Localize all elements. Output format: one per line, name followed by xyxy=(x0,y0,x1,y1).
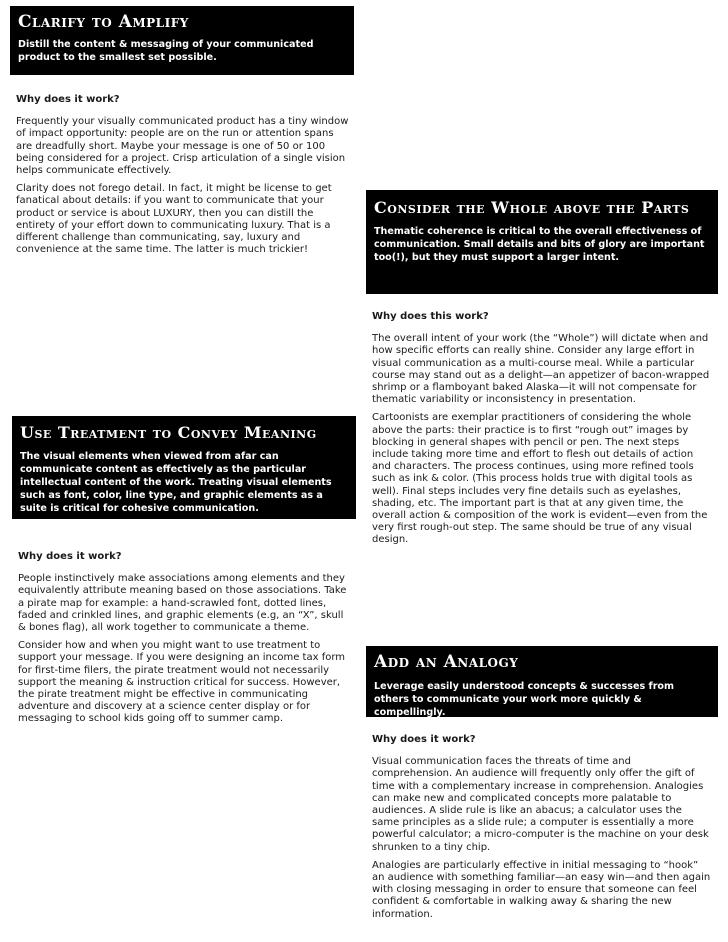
treatment-body xyxy=(18,551,354,732)
treatment-paragraph-2: Consider how and when you might want to use treatment to support your message. If you were designing an income tax form for first-time filers, the pirate treatment would not necessarily support the meaning & instruction critical for success. However, the pirate treatment might be effective in communicating adventure and discovery at a science center display or for messaging to school kids going off to summer camp. xyxy=(18,640,346,725)
treatment-title: Use Treatment to Convey Meaning xyxy=(20,423,317,442)
analogy-subtitle: Leverage easily understood concepts & successes from others to communicate your work more quickly & compellingly. xyxy=(374,681,675,718)
treatment-subtitle: The visual elements when viewed from afar can communicate content as effectively as the particular intellectual content of the work. Treating visual elements such as font, color, line type, and graphic elements as a suite is critical for cohesive communication. xyxy=(20,451,332,514)
clarify-paragraph-2: Clarity does not forego detail. In fact, it might be license to get fanatical about details: if you want to communicate that your product or service is about LUXURY, then you can distill the entirety of your effort down to communicating luxury. That is a different challenge than communicating, say, luxury and convenience at the same time. The latter is much trickier! xyxy=(16,183,332,256)
clarify-body xyxy=(16,94,352,262)
analogy-paragraph-2: Analogies are particularly effective in initial messaging to “hook” an audience with something familiar—an easy win—and then again with closing messaging in order to ensure that someone can feel confident & comfortable in walking away & sharing the new information. xyxy=(372,859,711,920)
analogy-body xyxy=(372,734,712,927)
treatment-banner xyxy=(12,416,356,519)
whole-subtitle: Thematic coherence is critical to the overall effectiveness of communication. Small details and bits of glory are important too(!), but they must support a larger intent. xyxy=(374,226,705,263)
clarify-question: Why does it work? xyxy=(16,94,120,105)
whole-paragraph-2: Cartoonists are exemplar practitioners of considering the whole above the parts: their practice is to first “rough out” images by blocking in general shapes with pencil or pen. The next steps include taking more time and effort to flesh out details of action and characters. The process continues, using more refined tools such as ink & color. (This process holds true with digital tools as well). Final steps includes very fine details such as eyelashes, shading, etc. The important part is that at any given time, the overall action & composition of the work is evident—even from the very first rough-out step. The same should be true of any visual design. xyxy=(372,412,708,546)
whole-question: Why does this work? xyxy=(372,311,489,322)
clarify-paragraph-1: Frequently your visually communicated product has a tiny window of impact opportunity: people are on the run or attention spans are dreadfully short. Maybe your message is one of 50 or 100 being considered for a project. Crisp articulation of a single vision helps communicate effectively. xyxy=(16,116,349,177)
whole-title: Consider the Whole above the Parts xyxy=(374,198,690,217)
treatment-question: Why does it work? xyxy=(18,551,122,562)
clarify-subtitle: Distill the content & messaging of your communicated product to the smallest set possible. xyxy=(18,39,314,63)
whole-banner xyxy=(366,190,718,294)
clarify-title: Clarify to Amplify xyxy=(18,12,189,32)
whole-body xyxy=(372,311,712,553)
treatment-paragraph-1: People instinctively make associations among elements and they equivalently attribute meaning based on those associations. Take a pirate map for example: a hand-scrawled font, dotted lines, faded and crinkled lines, and graphic elements (e.g, an “X”, skull & bones flag), all work together to communicate a theme. xyxy=(18,573,347,634)
analogy-title: Add an Analogy xyxy=(374,652,519,672)
whole-paragraph-1: The overall intent of your work (the “Whole”) will dictate when and how specific efforts can really shine. Consider any large effort in visual communication as a multi-course meal. While a particular course may stand out as a delight—an appetizer of bacon-wrapped shrimp or a flamboyant baked Alaska—it will not compensate for thematic variability or inconsistency in presentation. xyxy=(372,333,710,406)
analogy-question: Why does it work? xyxy=(372,734,476,745)
analogy-banner xyxy=(366,646,718,717)
clarify-banner xyxy=(10,6,354,75)
analogy-paragraph-1: Visual communication faces the threats of time and comprehension. An audience will frequently only offer the gift of time with a complementary increase in comprehension. Analogies can make new and complicated concepts more palatable to audiences. A slide rule is like an abacus; a calculator uses the same principles as a slide rule; a computer is essentially a more powerful calculator; a micro-computer is the machine on your desk shrunken to a tiny chip. xyxy=(372,756,709,853)
